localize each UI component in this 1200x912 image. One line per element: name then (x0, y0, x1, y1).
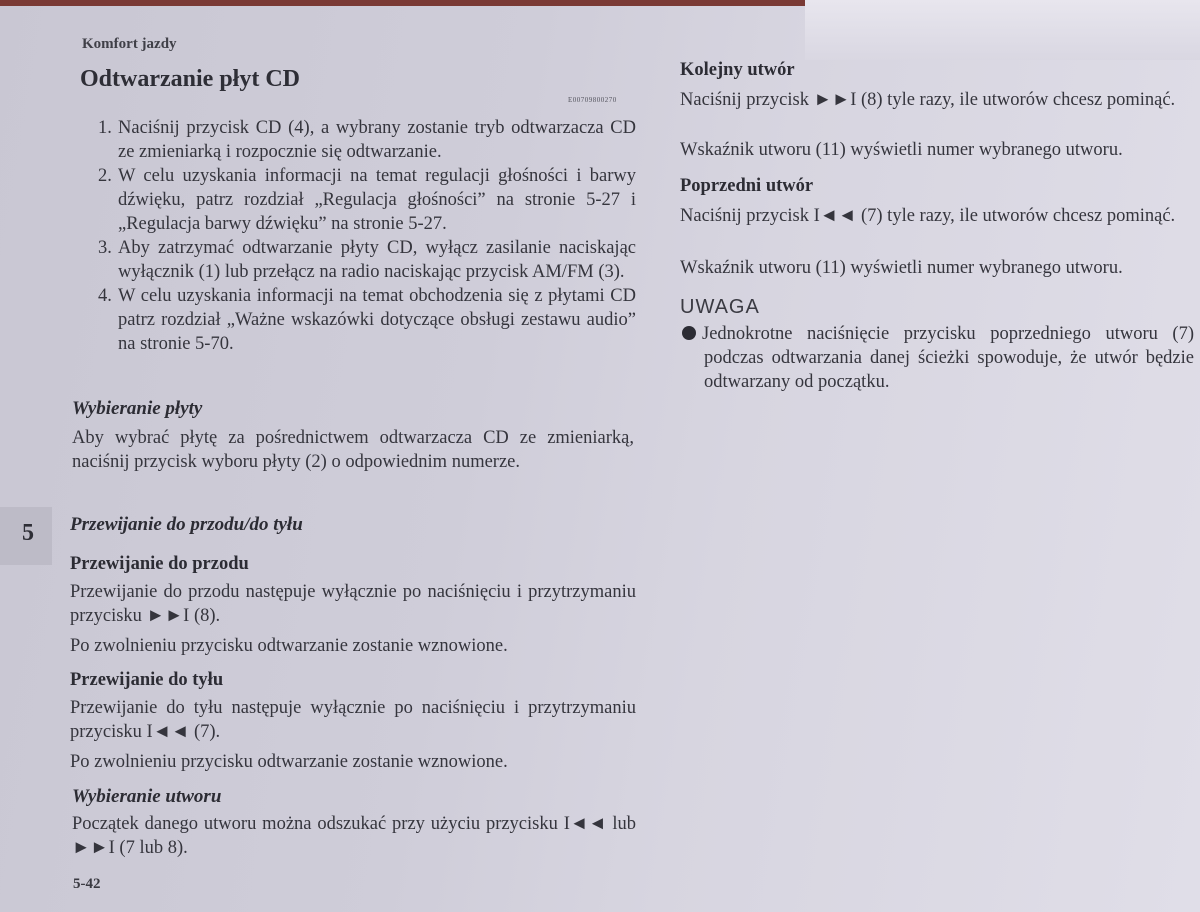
track-select-text: Początek danego utworu można odszukać przy użyciu przycisku I◄◄ lub ►►I (7 lub 8). (72, 814, 636, 858)
page-edge (805, 0, 1200, 60)
list-text: W celu uzyskania informacji na temat regulacji głośności i barwy dźwięku, patrz rozdział „Regulacja głośności” na stronie 5-27 i „Regulacja barwy dźwięku” na stronie 5-27. (118, 166, 636, 234)
backward-text: Przewijanie do tyłu następuje wyłącznie po naciśnięciu i przytrzymaniu przycisku I◄◄ (7). (70, 698, 636, 742)
list-text: Aby zatrzymać odtwarzanie płyty CD, wyłącz zasilanie naciskając wyłącznik (1) lub przełącz na radio naciskając przycisk AM/FM (3). (118, 238, 636, 282)
note-text: Jednokrotne naciśnięcie przycisku poprzedniego utworu (7) podczas odtwarzania danej ścieżki spowoduje, że utwór będzie odtwarzany od początku. (702, 324, 1194, 392)
note-item (704, 322, 1194, 394)
ff-rew-heading: Przewijanie do przodu/do tyłu (70, 514, 303, 535)
forward-resume-text: Po zwolnieniu przycisku odtwarzanie zostanie wznowione. (70, 636, 508, 656)
list-number: 1. (98, 118, 112, 138)
instruction-list (98, 116, 636, 356)
section-header: Komfort jazdy (82, 36, 177, 52)
doc-code: E00709800270 (568, 96, 617, 104)
chapter-number: 5 (22, 520, 34, 546)
prev-track-indicator-text: Wskaźnik utworu (11) wyświetli numer wybranego utworu. (680, 258, 1123, 278)
note-title: UWAGA (680, 296, 760, 318)
list-number: 4. (98, 286, 112, 306)
page-title: Odtwarzanie płyt CD (80, 66, 300, 92)
disc-select-text: Aby wybrać płytę za pośrednictwem odtwarzacza CD ze zmieniarką, naciśnij przycisk wyboru płyty (2) o odpowiednim numerze. (72, 428, 634, 472)
next-track-text: Naciśnij przycisk ►►I (8) tyle razy, ile utworów chcesz pominąć. (680, 90, 1176, 110)
list-text: Naciśnij przycisk CD (4), a wybrany zostanie tryb odtwarzacza CD ze zmieniarką i rozpocznie się odtwarzanie. (118, 118, 636, 162)
list-number: 2. (98, 166, 112, 186)
forward-heading: Przewijanie do przodu (70, 554, 249, 574)
next-track-heading: Kolejny utwór (680, 60, 795, 80)
bullet-icon (682, 326, 696, 340)
disc-select-heading: Wybieranie płyty (72, 398, 203, 419)
page-number: 5-42 (73, 876, 101, 892)
list-item (98, 164, 636, 236)
backward-heading: Przewijanie do tyłu (70, 670, 224, 690)
list-number: 3. (98, 238, 112, 258)
list-text: W celu uzyskania informacji na temat obchodzenia się z płytami CD patrz rozdział „Ważne wskazówki dotyczące obsługi zestawu audio” na stronie 5-70. (118, 286, 636, 354)
prev-track-text: Naciśnij przycisk I◄◄ (7) tyle razy, ile utworów chcesz pominąć. (680, 206, 1176, 226)
forward-text: Przewijanie do przodu następuje wyłącznie po naciśnięciu i przytrzymaniu przycisku ►►I (8). (70, 582, 636, 626)
list-item (98, 116, 636, 164)
list-item (98, 236, 636, 284)
backward-resume-text: Po zwolnieniu przycisku odtwarzanie zostanie wznowione. (70, 752, 508, 772)
next-track-indicator-text: Wskaźnik utworu (11) wyświetli numer wybranego utworu. (680, 140, 1123, 160)
list-item (98, 284, 636, 356)
track-select-heading: Wybieranie utworu (72, 786, 222, 807)
prev-track-heading: Poprzedni utwór (680, 176, 814, 196)
